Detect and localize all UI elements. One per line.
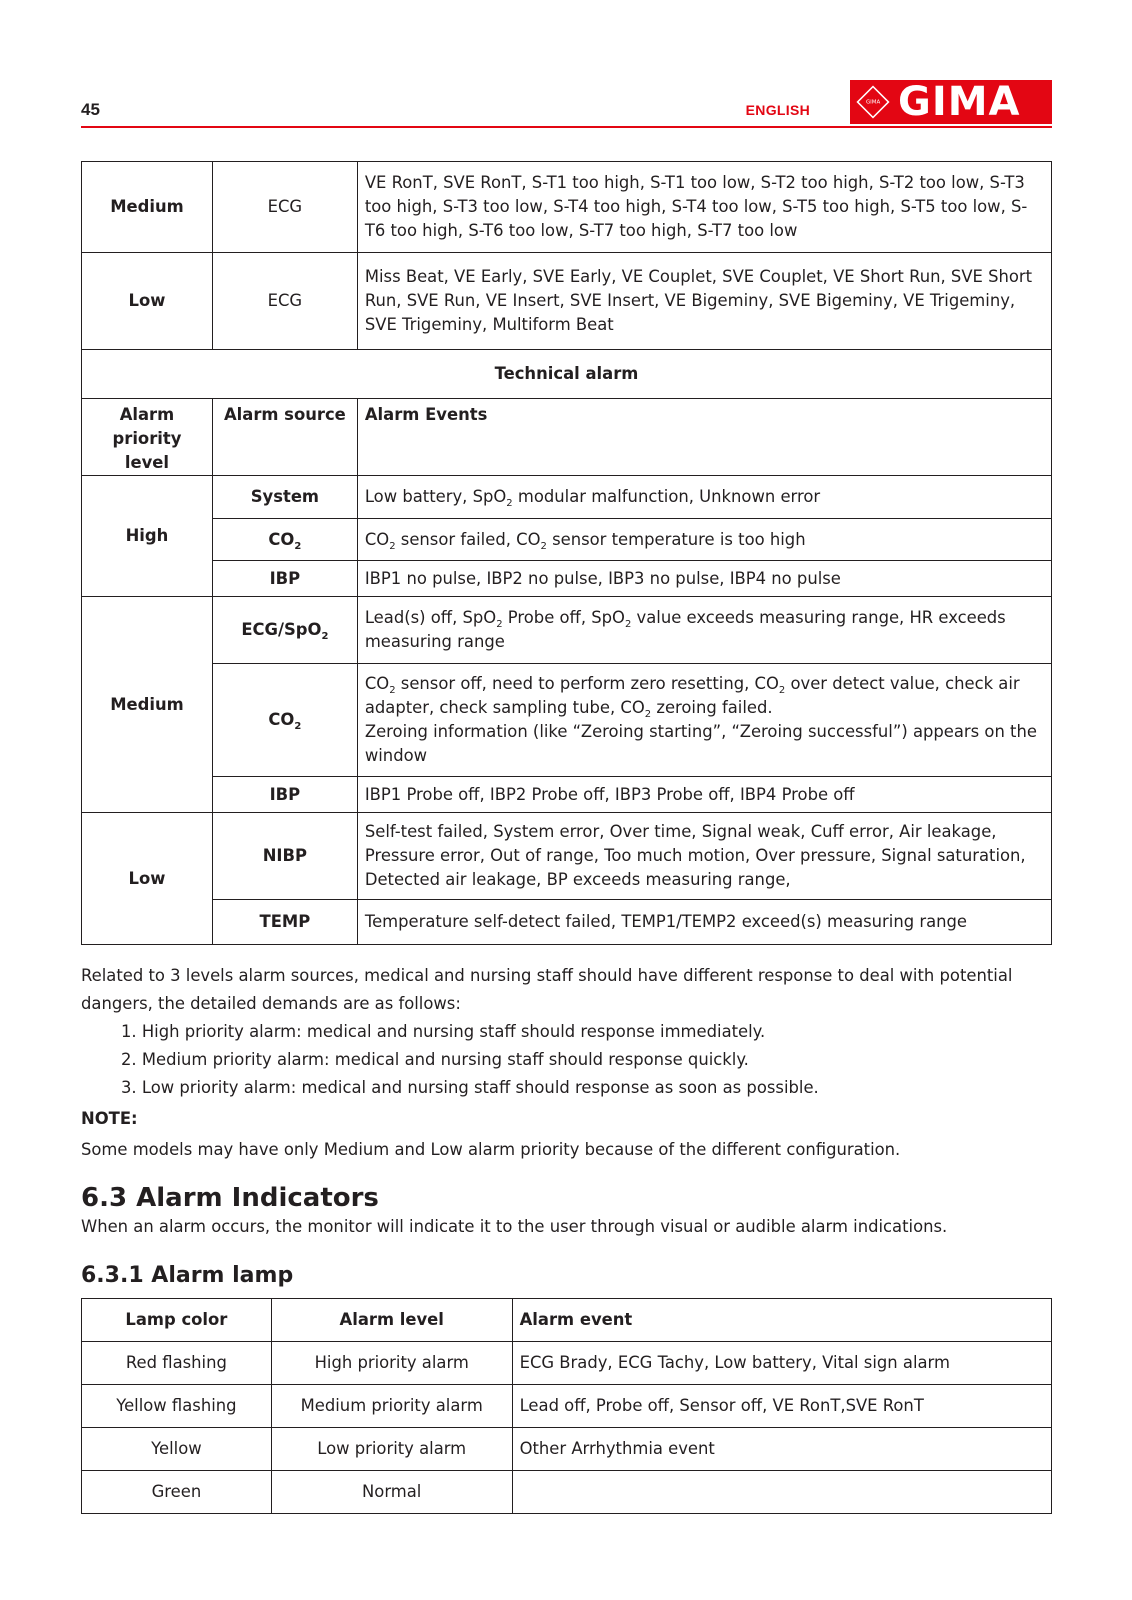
alarm-level-cell: High priority alarm xyxy=(271,1342,512,1385)
events-cell: IBP1 no pulse, IBP2 no pulse, IBP3 no pulse, IBP4 no pulse xyxy=(357,561,1051,597)
table-row xyxy=(82,350,1052,399)
priority-cell: Low xyxy=(82,253,213,350)
note-text: Some models may have only Medium and Low alarm priority because of the different configuration. xyxy=(81,1140,901,1159)
source-cell: $CO_2$ xyxy=(212,519,357,561)
table-row xyxy=(82,813,1052,900)
brand-emblem-icon: GIMA xyxy=(856,85,889,118)
priority-response-list xyxy=(121,1018,819,1102)
events-cell: VE RonT, SVE RonT, S-T1 too high, S-T1 too low, S-T2 too high, S-T2 too low, S-T3 too high, S-T3 too low, S-T4 too high, S-T4 too low, S-T5 too high, S-T5 too low, S-T6 too high, S-T6 too low, S-T7 too high, S-T7 too low xyxy=(357,162,1051,253)
page-number: 45 xyxy=(81,100,100,119)
table-row xyxy=(82,476,1052,519)
table-row xyxy=(82,777,1052,813)
source-cell: IBP xyxy=(212,777,357,813)
events-cell: Temperature self-detect failed, TEMP1/TEMP2 exceed(s) measuring range xyxy=(357,900,1051,945)
header-alarm-events: Alarm Events xyxy=(357,399,1051,476)
language-label: ENGLISH xyxy=(745,102,810,118)
events-cell: $CO_2$ sensor failed, $CO_2$ sensor temperature is too high xyxy=(357,519,1051,561)
brand-logo xyxy=(850,80,1052,124)
header-alarm-source: Alarm source xyxy=(212,399,357,476)
table-row xyxy=(82,664,1052,777)
table-row xyxy=(82,900,1052,945)
section-text: When an alarm occurs, the monitor will indicate it to the user through visual or audible alarm indications. xyxy=(81,1217,948,1236)
table-row xyxy=(82,1342,1052,1385)
section-title: 6.3 Alarm Indicators xyxy=(81,1183,379,1213)
events-cell: IBP1 Probe off, IBP2 Probe off, IBP3 Probe off, IBP4 Probe off xyxy=(357,777,1051,813)
table-row xyxy=(82,597,1052,664)
alarm-event-cell xyxy=(512,1471,1051,1514)
priority-cell-low: Low xyxy=(82,813,213,945)
events-cell: Self-test failed, System error, Over time, Signal weak, Cuff error, Air leakage, Pressure error, Out of range, Too much motion, Over pressure, Signal saturation, Detected air leakage, BP exceeds measuring range, xyxy=(357,813,1051,900)
header-lamp-color: Lamp color xyxy=(82,1299,272,1342)
technical-alarm-title: Technical alarm xyxy=(82,350,1052,399)
events-cell: Miss Beat, VE Early, SVE Early, VE Couplet, SVE Couplet, VE Short Run, SVE Short Run, SVE Run, VE Insert, SVE Insert, VE Bigeminy, SVE Bigeminy, VE Trigeminy, SVE Trigeminy, Multiform Beat xyxy=(357,253,1051,350)
alarm-event-cell: Lead off, Probe off, Sensor off, VE RonT,SVE RonT xyxy=(512,1385,1051,1428)
table-row xyxy=(82,1471,1052,1514)
table-row xyxy=(82,561,1052,597)
list-item: 2. Medium priority alarm: medical and nursing staff should response quickly. xyxy=(121,1050,749,1069)
note-label: NOTE: xyxy=(81,1109,138,1128)
alarm-event-cell: ECG Brady, ECG Tachy, Low battery, Vital sign alarm xyxy=(512,1342,1051,1385)
subsection-title: 6.3.1 Alarm lamp xyxy=(81,1263,294,1288)
source-cell: ECG xyxy=(212,253,357,350)
alarm-level-cell: Low priority alarm xyxy=(271,1428,512,1471)
table-row xyxy=(82,519,1052,561)
lamp-color-cell: Yellow flashing xyxy=(82,1385,272,1428)
page-header xyxy=(81,78,1052,128)
alarm-level-cell: Medium priority alarm xyxy=(271,1385,512,1428)
table-row xyxy=(82,253,1052,350)
lamp-color-cell: Green xyxy=(82,1471,272,1514)
intro-paragraph: Related to 3 levels alarm sources, medical and nursing staff should have different response to deal with potential dangers, the detailed demands are as follows: xyxy=(81,966,1013,1013)
list-item: 3. Low priority alarm: medical and nursing staff should response as soon as possible. xyxy=(121,1078,819,1097)
table-header-row xyxy=(82,399,1052,476)
source-cell: ECG/SpO$_2$ xyxy=(212,597,357,664)
table-header-row xyxy=(82,1299,1052,1342)
alarm-lamp-table xyxy=(81,1298,1052,1514)
header-priority-level: Alarm priority level xyxy=(82,399,213,476)
priority-cell-medium: Medium xyxy=(82,597,213,813)
alarm-events-table xyxy=(81,161,1052,945)
table-row xyxy=(82,1428,1052,1471)
source-cell: IBP xyxy=(212,561,357,597)
table-row xyxy=(82,162,1052,253)
events-cell: Low battery, SpO$_2$ modular malfunction, Unknown error xyxy=(357,476,1051,519)
list-item: 1. High priority alarm: medical and nursing staff should response immediately. xyxy=(121,1022,766,1041)
table-row xyxy=(82,1385,1052,1428)
header-alarm-level: Alarm level xyxy=(271,1299,512,1342)
source-cell: NIBP xyxy=(212,813,357,900)
events-cell: Lead(s) off, SpO$_2$ Probe off, SpO$_2$ value exceeds measuring range, HR exceeds measuring range xyxy=(357,597,1051,664)
priority-cell: Medium xyxy=(82,162,213,253)
priority-cell-high: High xyxy=(82,476,213,597)
lamp-color-cell: Yellow xyxy=(82,1428,272,1471)
source-cell: System xyxy=(212,476,357,519)
alarm-event-cell: Other Arrhythmia event xyxy=(512,1428,1051,1471)
lamp-color-cell: Red flashing xyxy=(82,1342,272,1385)
source-cell: ECG xyxy=(212,162,357,253)
alarm-level-cell: Normal xyxy=(271,1471,512,1514)
events-cell: $CO_2$ sensor off, need to perform zero resetting, $CO_2$ over detect value, check air adapter, check sampling tube, $CO_2$ zeroing failed. Zeroing information (like “Zeroing starting”, “Zeroing successful”) appears on the window xyxy=(357,664,1051,777)
source-cell: TEMP xyxy=(212,900,357,945)
source-cell: $CO_2$ xyxy=(212,664,357,777)
brand-name: GIMA xyxy=(898,79,1021,125)
header-alarm-event: Alarm event xyxy=(512,1299,1051,1342)
